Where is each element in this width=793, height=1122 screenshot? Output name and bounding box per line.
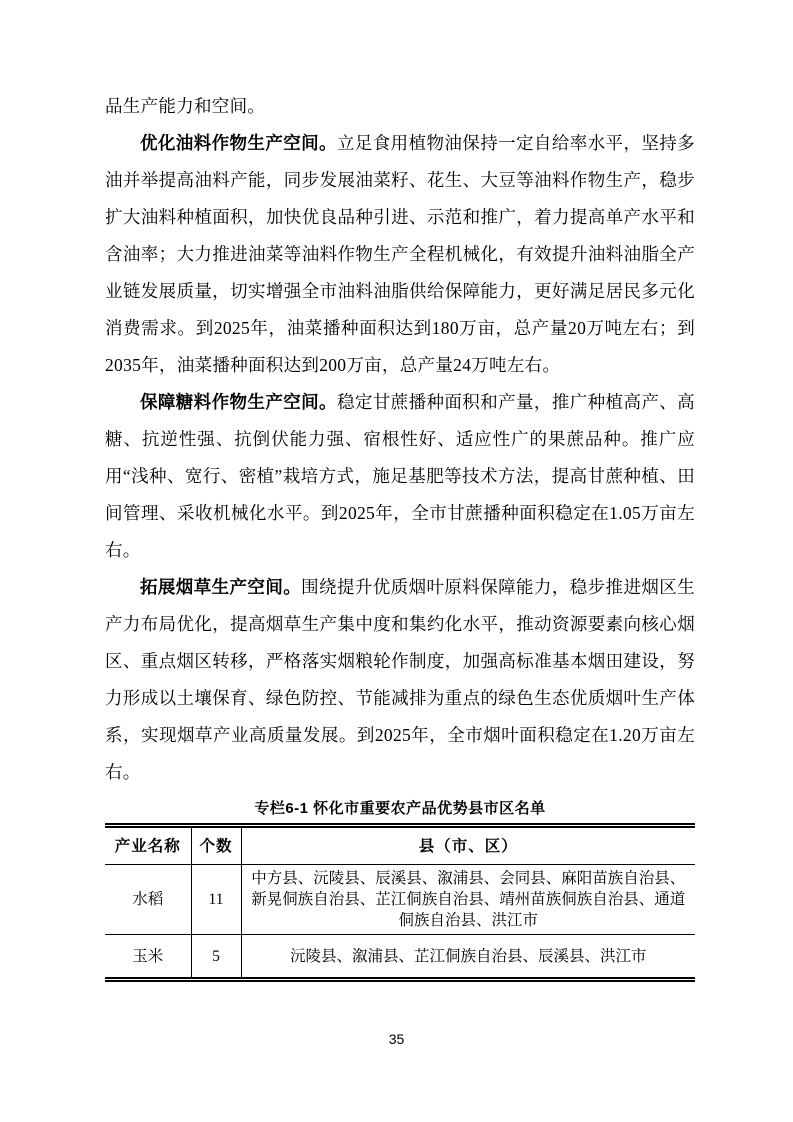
content-area <box>105 88 695 982</box>
paragraph-oil-crops-body: 立足食用植物油保持一定自给率水平，坚持多油并举提高油料产能，同步发展油菜籽、花生、大豆等油料作物生产，稳步扩大油料种植面积，加快优良品种引进、示范和推广，着力提高单产水平和含油率；大力推进油菜等油料作物生产全程机械化，有效提升油料油脂全产业链发展质量，切实增强全市油料油脂供给保障能力，更好满足居民多元化消费需求。到2025年，油菜播种面积达到180万亩，总产量20万吨左右；到2035年，油菜播种面积达到200万亩，总产量24万吨左右。 <box>105 133 695 375</box>
paragraph-sugar-crops <box>105 384 695 569</box>
paragraph-tobacco-body: 围绕提升优质烟叶原料保障能力，稳步推进烟区生产力布局优化，提高烟草生产集中度和集约化水平，推动资源要素向核心烟区、重点烟区转移，严格落实烟粮轮作制度，加强高标准基本烟田建设，努力形成以土壤保育、绿色防控、节能减排为重点的绿色生态优质烟叶生产体系，实现烟草产业高质量发展。到2025年，全市烟叶面积稳定在1.20万亩左右。 <box>105 577 695 782</box>
paragraph-oil-crops-lead: 优化油料作物生产空间。 <box>140 133 337 153</box>
table-caption: 专栏6-1 怀化市重要农产品优势县市区名单 <box>254 800 546 817</box>
paragraph-oil-crops <box>105 125 695 384</box>
cell-corn-industry: 玉米 <box>105 935 191 980</box>
paragraph-sugar-crops-body: 稳定甘蔗播种面积和产量，推广种植高产、高糖、抗逆性强、抗倒伏能力强、宿根性好、适应性广的果蔗品种。推广应用“浅种、宽行、密植”栽培方式，施足基肥等技术方法，提高甘蔗种植、田间管理、采收机械化水平。到2025年，全市甘蔗播种面积稳定在1.05万亩左右。 <box>105 392 695 560</box>
cell-rice-count: 11 <box>191 865 241 935</box>
cell-corn-counties: 沅陵县、溆浦县、芷江侗族自治县、辰溪县、洪江市 <box>241 935 695 980</box>
header-industry-name: 产业名称 <box>105 826 191 865</box>
table-row-corn <box>105 935 695 980</box>
paragraph-tobacco <box>105 569 695 791</box>
paragraph-continuation: 品生产能力和空间。 <box>105 96 266 116</box>
header-counties: 县（市、区） <box>241 826 695 865</box>
header-count: 个数 <box>191 826 241 865</box>
page-number: 35 <box>388 1031 405 1047</box>
cell-rice-counties: 中方县、沅陵县、辰溪县、溆浦县、会同县、麻阳苗族自治县、新晃侗族自治县、芷江侗族自治县、靖州苗族侗族自治县、通道侗族自治县、洪江市 <box>241 865 695 935</box>
cell-corn-count: 5 <box>191 935 241 980</box>
paragraph-tobacco-lead: 拓展烟草生产空间。 <box>140 577 302 597</box>
cell-rice-industry: 水稻 <box>105 865 191 935</box>
table-header-row <box>105 826 695 865</box>
table-row-rice <box>105 865 695 935</box>
paragraph-sugar-crops-lead: 保障糖料作物生产空间。 <box>140 392 337 412</box>
advantage-counties-table <box>105 823 695 982</box>
